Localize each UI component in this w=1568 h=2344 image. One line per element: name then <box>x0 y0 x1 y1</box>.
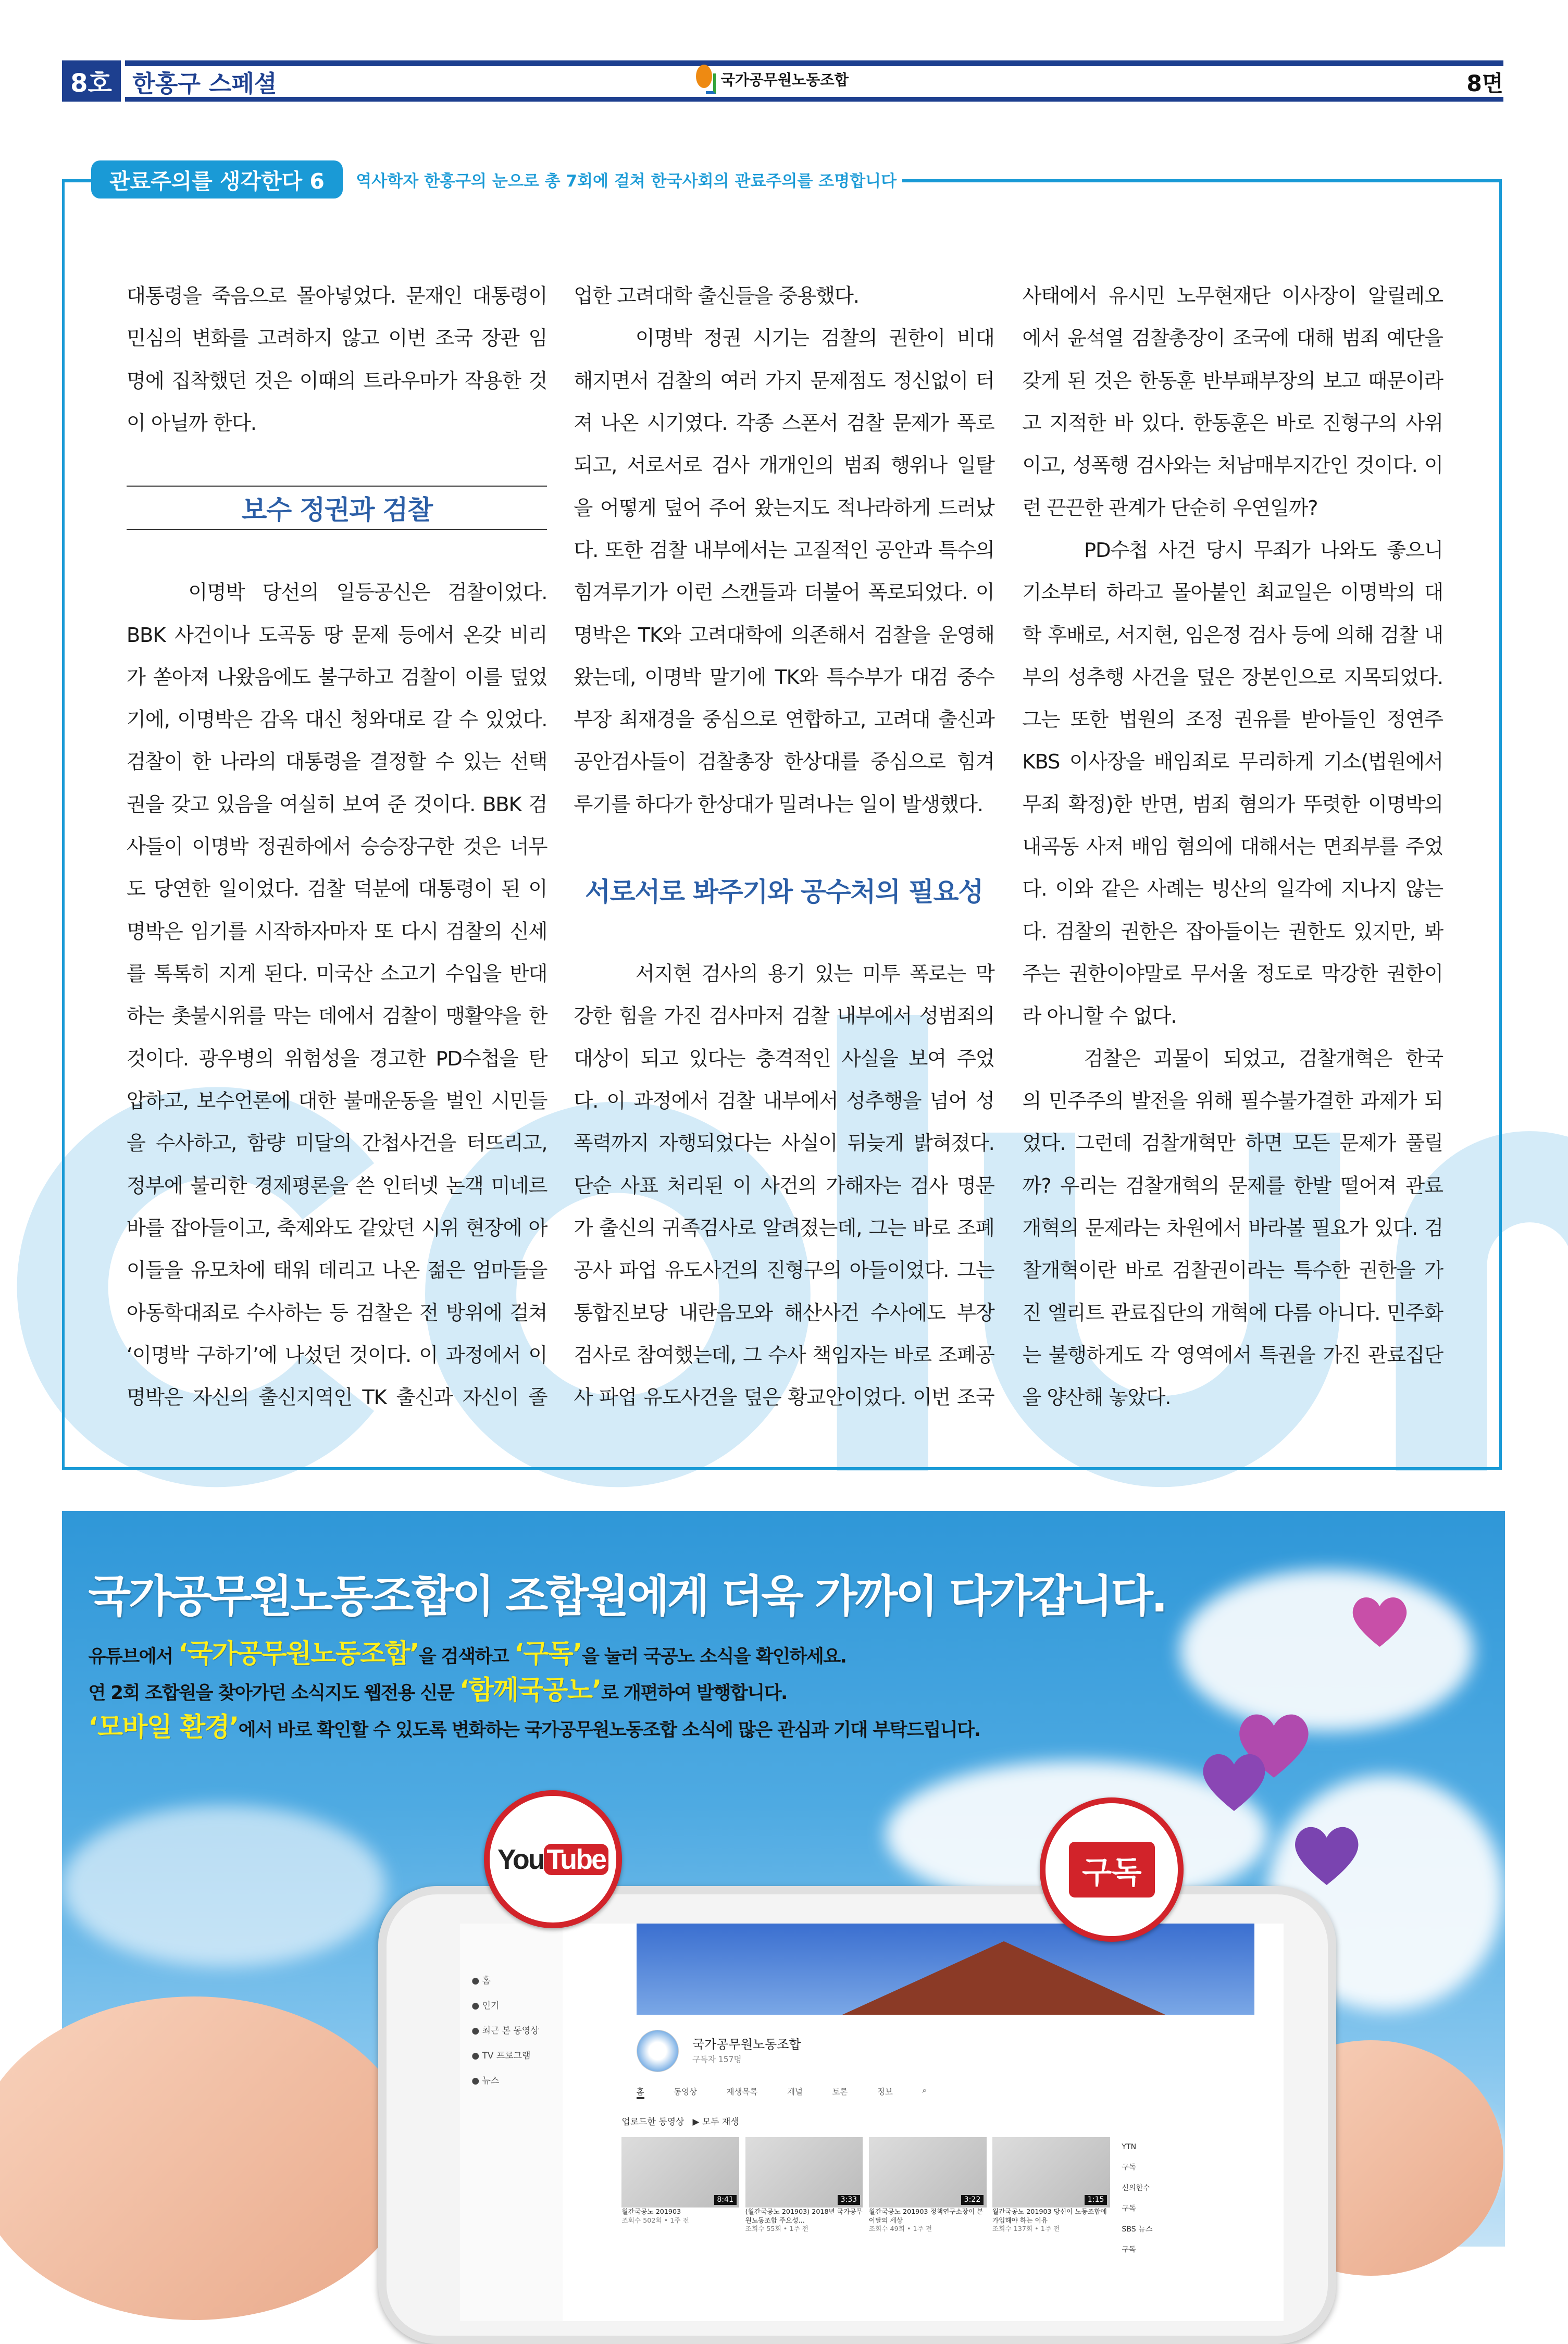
featured-channel-name[interactable]: SBS 뉴스 <box>1122 2225 1153 2234</box>
article-text-line: 찰개혁이란 바로 검찰권이라는 특수한 권한을 가 <box>1022 1259 1443 1283</box>
article-text-line: ‘이명박 구하기’에 나섰던 것이다. 이 과정에서 이 <box>126 1343 547 1367</box>
video-card[interactable] <box>621 2137 739 2234</box>
article-text-line: 를 톡톡히 지게 된다. 미국산 소고기 수입을 반대 <box>126 962 547 986</box>
article-text-line: 무죄 확정)한 반면, 범죄 혐의가 뚜렷한 이명박의 <box>1022 792 1443 816</box>
article-text-line: 다. 또한 검찰 내부에서는 고질적인 공안과 특수의 <box>574 538 994 562</box>
video-card[interactable] <box>869 2137 987 2234</box>
article-text-line: 서지현 검사의 용기 있는 미투 폭로는 막 <box>635 962 994 986</box>
article-text-line: 기에, 이명박은 감옥 대신 청와대로 갈 수 있었다. <box>126 708 547 732</box>
article-text-line: 명박은 TK와 고려대학에 의존해서 검찰을 운영해 <box>574 623 994 647</box>
union-logo <box>696 65 849 94</box>
video-title: (월간국공노 201903) 2018년 국가공무원노동조합 주요성... <box>745 2207 863 2224</box>
youtube-sidebar <box>460 1924 563 2321</box>
article-text-line: KBS 이사장을 배임죄로 무리하게 기소(법원에서 <box>1022 750 1443 774</box>
sidebar-item[interactable]: ● TV 프로그램 <box>471 2050 531 2061</box>
article-text-line: 의 민주주의 발전을 위해 필수불가결한 과제가 되 <box>1022 1089 1443 1113</box>
article-text-line: 힘겨루기가 이런 스캔들과 더불어 폭로되었다. 이 <box>574 581 994 605</box>
article-text-line: 가 쏟아져 나왔음에도 불구하고 검찰이 이를 덮었 <box>126 665 547 689</box>
heart-icon <box>1291 1822 1362 1887</box>
youtube-badge <box>484 1790 622 1928</box>
article-text-line: 고 지적한 바 있다. 한동훈은 바로 진형구의 사위 <box>1022 411 1443 435</box>
cloud <box>1180 1570 1474 1732</box>
video-meta: 조회수 49회 • 1주 전 <box>868 2225 932 2233</box>
article-text-line: PD수첩 사건 당시 무죄가 나와도 좋으니 <box>1084 538 1443 562</box>
video-card[interactable] <box>745 2137 863 2234</box>
youtube-logo-icon: You Tube <box>497 1843 608 1876</box>
left-hand <box>0 1996 415 2320</box>
series-subtitle: 역사학자 한홍구의 눈으로 총 7회에 걸쳐 한국사회의 관료주의를 조명합니다 <box>356 168 902 191</box>
article-text-line: 되고, 서로서로 검사 개개인의 범죄 행위나 일탈 <box>574 454 994 478</box>
video-meta: 조회수 55회 • 1주 전 <box>745 2225 808 2233</box>
issue-number: 8호 <box>62 60 121 102</box>
series-tag: 관료주의를 생각한다 6 <box>91 160 343 199</box>
article-text-line: 다. 검찰의 권한은 잡아들이는 권한도 있지만, 봐 <box>1022 920 1443 944</box>
uploads-label: 업로드한 동영상 <box>621 2116 685 2127</box>
article-text-line: 내곡동 사저 배임 혐의에 대해서는 면죄부를 주었 <box>1022 835 1443 859</box>
article-text-line: 사 파업 유도사건을 덮은 황교안이었다. 이번 조국 <box>574 1386 994 1410</box>
video-thumbnail[interactable] <box>621 2137 739 2208</box>
article-text-line: 개혁의 문제라는 차원에서 바라볼 필요가 있다. 검 <box>1022 1216 1443 1240</box>
article-text-line: 이명박 정권 시기는 검찰의 권한이 비대 <box>635 327 994 351</box>
frame-top-left <box>62 179 94 182</box>
article-text-line: 이고, 성폭행 검사와는 처남매부지간인 것이다. 이 <box>1022 454 1443 478</box>
video-meta: 조회수 502회 • 1주 전 <box>621 2216 689 2224</box>
article-text-line: 사태에서 유시민 노무현재단 이사장이 알릴레오 <box>1022 284 1443 308</box>
subscribe-button[interactable]: 구독 <box>1122 2204 1136 2213</box>
channel-tab[interactable]: 정보 <box>877 2087 893 2097</box>
series-title: 한홍구 스페셜 <box>132 70 277 98</box>
channel-tab[interactable]: 토론 <box>832 2087 848 2097</box>
video-duration: 3:33 <box>838 2195 860 2204</box>
article-text-line: 이들을 유모차에 태워 데리고 나온 젊은 엄마들을 <box>126 1259 547 1283</box>
article-column-1 <box>127 275 547 1419</box>
article-text-line: 권을 갖고 있음을 여실히 보여 준 것이다. BBK 검 <box>126 792 547 816</box>
article-text-line: 도 당연한 일이었다. 검찰 덕분에 대통령이 된 이 <box>126 877 547 901</box>
article-text-line: 사들이 이명박 정권하에서 승승장구한 것은 너무 <box>126 835 547 859</box>
article-text-line: 압하고, 보수언론에 대한 불매운동을 벌인 시민들 <box>126 1089 547 1113</box>
article-text-line: 에서 윤석열 검찰총장이 조국에 대해 범죄 예단을 <box>1022 327 1443 351</box>
highlighted-keyword: ‘함께국공노’ <box>459 1675 601 1706</box>
channel-name: 국가공무원노동조합 <box>692 2037 801 2052</box>
article-text-line: 부의 성추행 사건을 덮은 장본인으로 지목되었다. <box>1022 665 1443 689</box>
article-text-line: 런 끈끈한 관계가 단순히 우연일까? <box>1022 496 1318 520</box>
video-duration: 1:15 <box>1085 2195 1107 2204</box>
article-text-line: 기소부터 하라고 몰아붙인 최교일은 이명박의 대 <box>1022 581 1443 605</box>
uploads-header <box>621 2115 739 2127</box>
banner-text: 을 눌러 국공노 소식을 확인하세요. <box>581 1645 847 1667</box>
channel-tabs <box>637 2086 927 2099</box>
video-duration: 3:22 <box>961 2195 984 2204</box>
article-text-line: 라 아니할 수 없다. <box>1022 1004 1177 1028</box>
article-text-line: 부장 최재경을 중심으로 연합하고, 고려대 출신과 <box>574 708 994 732</box>
sidebar-item[interactable]: ● 뉴스 <box>471 2075 500 2086</box>
video-title: 월간국공노 201903 당신이 노동조합에 가입해야 하는 이유 <box>992 2207 1107 2224</box>
page-number: 8면 <box>1466 71 1503 97</box>
article-text-line: 폭력까지 자행되었다는 사실이 뒤늦게 밝혀졌다. <box>574 1132 994 1156</box>
article-text-line: 이명박 당선의 일등공신은 검찰이었다. <box>188 581 547 605</box>
section-heading: 서로서로 봐주기와 공수처의 필요성 <box>585 876 983 907</box>
article-text-line: 공안검사들이 검찰총장 한상대를 중심으로 힘겨 <box>574 750 994 774</box>
highlighted-keyword: ‘국가공무원노동조합’ <box>178 1638 419 1669</box>
subscribe-button[interactable]: 구독 <box>1122 2163 1136 2172</box>
article-text-line: 명박은 자신의 출신지역인 TK 출신과 자신이 졸 <box>126 1386 547 1410</box>
article-text-line: 검찰이 한 나라의 대통령을 결정할 수 있는 선택 <box>126 750 547 774</box>
video-thumbnail[interactable] <box>992 2137 1110 2208</box>
article-text-line: 학 후배로, 서지현, 임은정 검사 등에 의해 검찰 내 <box>1022 623 1443 647</box>
heart-icon <box>1350 1592 1409 1651</box>
article-text-line: 통합진보당 내란음모와 해산사건 수사에도 부장 <box>574 1301 994 1325</box>
article-text-line: 대상이 되고 있다는 충격적인 사실을 보여 주었 <box>574 1047 994 1071</box>
search-icon[interactable]: ⌕ <box>922 2085 927 2095</box>
article-column-3 <box>1022 275 1443 1419</box>
banner-text: 유튜브에서 <box>88 1645 178 1667</box>
article-text-line: 민심의 변화를 고려하지 않고 이번 조국 장관 임 <box>126 327 547 351</box>
featured-channels <box>1122 2137 1210 2261</box>
article-text-line: BBK 사건이나 도곡동 땅 문제 등에서 온갖 비리 <box>126 623 547 647</box>
heart-icon <box>1200 1749 1268 1814</box>
banner-text: 을 검색하고 <box>418 1645 514 1667</box>
video-title: 월간국공노 201903 정책연구소장이 본 이달의 세상 <box>868 2207 984 2224</box>
article-text-line: 주는 권한이야말로 무서울 정도로 막강한 권한이 <box>1022 962 1443 986</box>
union-logo-icon <box>696 65 717 94</box>
subscribe-label: 구독 <box>1069 1842 1155 1898</box>
subscribe-button[interactable]: 구독 <box>1122 2246 1136 2254</box>
article-text-line: 대통령을 죽음으로 몰아넣었다. 문재인 대통령이 <box>126 284 547 308</box>
banner-line-1 <box>88 1638 846 1673</box>
article-text-line: 아동학대죄로 수사하는 등 검찰은 전 방위에 걸쳐 <box>126 1301 547 1325</box>
banner-text: 연 2회 조합원을 찾아가던 소식지도 웹전용 신문 <box>88 1682 459 1704</box>
banner-line-3 <box>88 1711 980 1746</box>
article-text-line: 그는 또한 법원의 조정 권유를 받아들인 정연주 <box>1022 708 1443 732</box>
highlighted-keyword: ‘모바일 환경’ <box>88 1711 239 1742</box>
article-text-line: 루기를 하다가 한상대가 밀려나는 일이 발생했다. <box>574 792 983 816</box>
subscriber-count: 구독자 157명 <box>692 2054 742 2064</box>
article-text-line: 바를 잡아들이고, 축제와도 같았던 시위 현장에 아 <box>126 1216 547 1240</box>
article-text-line: 져 나온 시기였다. 각종 스폰서 검찰 문제가 폭로 <box>574 411 994 435</box>
highlighted-keyword: ‘구독’ <box>514 1638 582 1669</box>
video-card[interactable] <box>992 2137 1110 2234</box>
article-text-line: 까? 우리는 검찰개혁의 문제를 한발 떨어져 관료 <box>1022 1174 1443 1198</box>
article-text-line: 었다. 그런데 검찰개혁만 하면 모든 문제가 풀릴 <box>1022 1132 1443 1156</box>
article-text-line: 정부에 불리한 경제평론을 쓴 인터넷 논객 미네르 <box>126 1174 547 1198</box>
banner-line-2 <box>88 1674 787 1709</box>
sidebar-item[interactable]: ● 인기 <box>471 2000 500 2011</box>
union-logo-text: 국가공무원노동조합 <box>720 71 849 89</box>
channel-tab[interactable]: 동영상 <box>674 2087 698 2097</box>
channel-tab[interactable]: 재생목록 <box>726 2087 758 2097</box>
article-text-line: 하는 촛불시위를 막는 데에서 검찰이 맹활약을 한 <box>126 1004 547 1028</box>
article-text-line: 것이다. 광우병의 위험성을 경고한 PD수첩을 탄 <box>126 1047 547 1071</box>
video-list <box>621 2137 1110 2234</box>
subscribe-badge <box>1040 1797 1184 1941</box>
article-text-line: 업한 고려대학 출신들을 중용했다. <box>574 284 859 308</box>
article-text-line: 진 엘리트 관료집단의 개혁에 다름 아니다. 민주화 <box>1022 1301 1443 1325</box>
article-text-line: 을 어떻게 덮어 주어 왔는지도 적나라하게 드러났 <box>574 496 994 520</box>
article-text-line: 다. 이와 같은 사례는 빙산의 일각에 지나지 않는 <box>1022 877 1443 901</box>
article-text-line: 명에 집착했던 것은 이때의 트라우마가 작용한 것 <box>126 369 547 393</box>
featured-channel-name[interactable]: 신의한수 <box>1122 2184 1150 2192</box>
cloud <box>62 1805 385 1967</box>
banner-text: 에서 바로 확인할 수 있도록 변화하는 국가공무원노동조합 소식에 많은 관심과 기대 부탁드립니다. <box>238 1719 980 1741</box>
channel-tab[interactable]: 홈 <box>637 2086 644 2099</box>
channel-tab[interactable]: 채널 <box>787 2087 803 2097</box>
featured-channel-name[interactable]: YTN <box>1122 2142 1137 2151</box>
video-duration: 8:41 <box>714 2195 737 2204</box>
article-text-line: 을 수사하고, 함량 미달의 간첩사건을 터뜨리고, <box>126 1132 547 1156</box>
article-text-line: 이 아닐까 한다. <box>126 411 256 435</box>
frame-top-right <box>890 179 1502 182</box>
sidebar-item[interactable]: ● 홈 <box>471 1975 491 1986</box>
video-thumbnail[interactable] <box>745 2137 863 2208</box>
channel-banner-image <box>637 1924 1254 2015</box>
channel-avatar <box>637 2030 679 2072</box>
video-meta: 조회수 137회 • 1주 전 <box>992 2225 1060 2233</box>
section-heading: 보수 정권과 검찰 <box>127 486 547 530</box>
video-thumbnail[interactable] <box>869 2137 987 2208</box>
article-text-line: 명박은 임기를 시작하자마자 또 다시 검찰의 신세 <box>126 920 547 944</box>
article-text-line: 가 출신의 귀족검사로 알려졌는데, 그는 바로 조폐 <box>574 1216 994 1240</box>
smartphone <box>378 1886 1336 2344</box>
article-text-line: 강한 힘을 가진 검사마저 검찰 내부에서 성범죄의 <box>574 1004 994 1028</box>
banner-text: 로 개편하여 발행합니다. <box>601 1682 787 1704</box>
article-text-line: 검찰은 괴물이 되었고, 검찰개혁은 한국 <box>1084 1047 1443 1071</box>
article-text-line: 단순 사표 처리된 이 사건의 가해자는 검사 명문 <box>574 1174 994 1198</box>
article-text-line: 왔는데, 이명박 말기에 TK와 특수부가 대검 중수 <box>574 665 994 689</box>
play-all-link[interactable]: ▶ 모두 재생 <box>692 2116 739 2127</box>
header-rule-bottom <box>125 97 1503 101</box>
article-text-line: 공사 파업 유도사건의 진형구의 아들이었다. 그는 <box>574 1259 994 1283</box>
article-text-line: 다. 이 과정에서 검찰 내부에서 성추행을 넘어 성 <box>574 1089 994 1113</box>
banner-title: 국가공무원노동조합이 조합원에게 더욱 가까이 다가갑니다. <box>88 1570 1166 1622</box>
article-text-line: 해지면서 검찰의 여러 가지 문제점도 정신없이 터 <box>574 369 994 393</box>
article-text-line: 을 양산해 놓았다. <box>1022 1386 1171 1410</box>
sidebar-item[interactable]: ● 최근 본 동영상 <box>471 2025 539 2036</box>
article-text-line: 는 불행하게도 각 영역에서 특권을 가진 관료집단 <box>1022 1343 1443 1367</box>
article-text-line: 검사로 참여했는데, 그 수사 책임자는 바로 조폐공 <box>574 1343 994 1367</box>
article-column-2 <box>574 275 994 1419</box>
youtube-channel-screen <box>460 1924 1284 2321</box>
video-title: 월간국공노 201903 <box>621 2207 681 2216</box>
article-text-line: 갖게 된 것은 한동훈 반부패부장의 보고 때문이라 <box>1022 369 1443 393</box>
union-youtube-banner <box>62 1511 1505 2254</box>
